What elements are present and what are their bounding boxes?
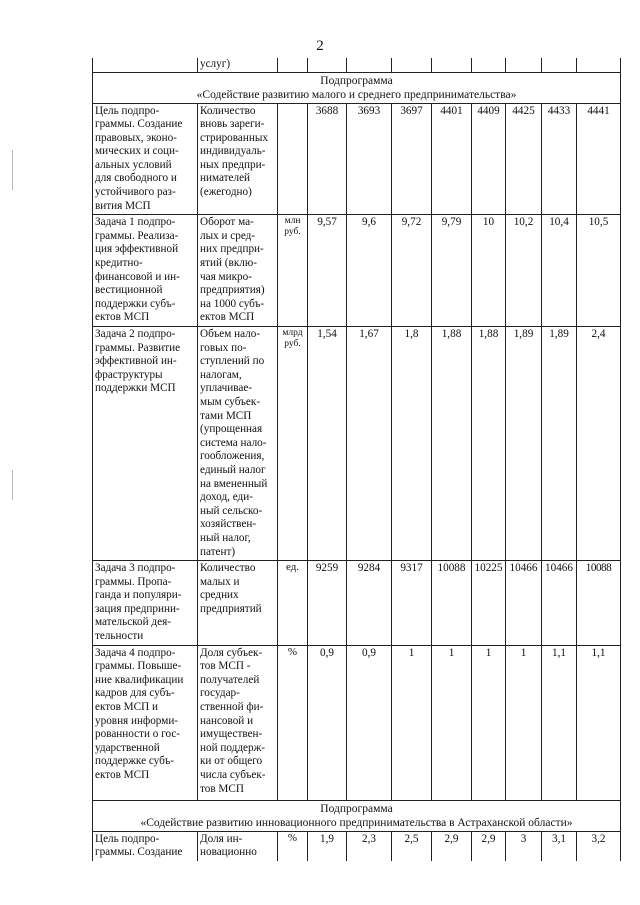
value-cell: 10088 [577,561,621,646]
text-line: система нало- [200,436,267,449]
value-cell: 1,67 [347,327,392,561]
text-line: патент) [200,545,236,558]
text-line: Задача 1 подпро- [95,216,176,229]
unit-cell [278,58,308,72]
table-row [93,327,621,561]
subprogram-title: «Содействие развитию инновационного предпринимательства в Астраханской области» [140,816,573,829]
text-line: ция эффективной [95,243,179,256]
text-line: альных условий [95,158,172,171]
value-cell: 10225 [472,561,506,646]
text-line: граммы. Пропа- [95,575,172,588]
text-line: Задача 4 подпро- [95,646,176,659]
text-line: граммы. Создание [95,846,183,859]
text-line: финансовой и ин- [95,270,180,283]
subprogram-title: «Содействие развитию малого и среднего предпринимательства» [196,88,517,101]
text-line: ных предпри- [200,158,266,171]
goal-cell [93,215,198,327]
text-line: ганда и популяри- [95,589,182,602]
subprogram-label: Подпрограмма [320,802,393,815]
value-cell: 4433 [542,103,577,215]
text-line: рованности о гос- [95,728,181,741]
text-line: кадров для субъ- [95,687,175,700]
text-line: средних [200,589,239,602]
value-cell: 10088 [432,561,472,646]
value-cell: 3693 [347,103,392,215]
text-line: мических и соци- [95,145,179,158]
text-line: вестиционной [95,284,163,297]
text-line: Количество [200,562,256,575]
text-line: поддержки МСП [95,382,176,395]
text-line: граммы. Реализа- [95,229,179,242]
text-line: ный сельско- [200,504,263,517]
text-line: единый налог [200,463,266,476]
text-line: числа субъек- [200,769,266,781]
table-row [93,561,621,646]
text-line: малых и [200,575,240,588]
text-line: тельности [95,630,144,643]
text-line: уровня информи- [95,714,179,727]
goal-cell [93,103,198,215]
value-cell [308,58,347,72]
goal-cell [93,58,198,72]
value-cell: 0,9 [347,645,392,800]
text-line: тами МСП [200,409,252,422]
text-line: тов МСП [200,782,244,795]
value-cell: 1 [392,645,432,800]
value-cell: 3 [506,831,542,861]
text-line: говых по- [200,341,247,354]
text-line: предприятия) [200,284,265,297]
indicator-cell [198,58,278,72]
value-cell: 1,89 [542,327,577,561]
text-line: поддержки субъ- [95,297,176,310]
text-line: граммы. Развитие [95,341,181,354]
text-line: Задача 2 подпро- [95,328,176,340]
goal-cell [93,831,198,861]
text-line: ятий (вклю- [200,257,257,270]
subprogram-header-row [93,800,621,831]
value-cell: 1,88 [432,327,472,561]
text-line: ектов МСП [95,311,150,324]
page-number: 2 [316,38,324,54]
text-line: нимателей [200,172,251,185]
text-line: руб. [284,339,301,349]
text-line: ние квалификации [95,673,184,686]
text-line: Количество [200,104,256,117]
text-line: ки от общего [200,755,263,768]
text-line: нансовой и [200,714,254,727]
text-line: ступлений по [200,355,265,368]
value-cell [432,58,472,72]
value-cell: 4409 [472,103,506,215]
text-line: руб. [284,227,301,238]
text-line: правовых, эконо- [95,131,177,144]
value-cell [392,58,432,72]
subprogram-heading [93,72,621,103]
text-line: Цель подпро- [95,104,160,117]
text-line: Доля субъек- [200,646,263,659]
value-cell: 4425 [506,103,542,215]
value-cell: 3,1 [542,831,577,861]
text-line: граммы. Повыше- [95,660,182,673]
value-cell: 1,89 [506,327,542,561]
text-line: уплачивае- [200,382,253,395]
text-line: тов МСП - [200,660,251,673]
text-line: % [287,645,298,658]
text-line: предприятий [200,602,262,615]
text-line: чая микро- [200,270,252,283]
value-cell: 1,9 [308,831,347,861]
text-line: ектов МСП [95,769,150,781]
value-cell: 10,5 [577,215,621,327]
value-cell: 10,4 [542,215,577,327]
text-line: налогам, [200,368,242,381]
text-line: новационно [200,846,257,859]
text-line: Цель подпро- [95,832,160,845]
value-cell: 10466 [542,561,577,646]
value-cell: 3697 [392,103,432,215]
value-cell: 4441 [577,103,621,215]
text-line: мательской дея- [95,616,171,629]
text-line: на вмененный [200,477,268,490]
text-line: на 1000 субъ- [200,297,265,310]
text-line: зация предприни- [95,602,180,615]
text-line: мым субъек- [200,395,261,408]
text-line: них предпри- [200,243,264,256]
value-cell: 1,88 [472,327,506,561]
scan-margin-mark [12,470,13,500]
unit-cell [278,103,308,215]
unit-cell [278,561,308,646]
value-cell: 1,8 [392,327,432,561]
value-cell: 2,9 [472,831,506,861]
text-line: устойчивого раз- [95,186,176,199]
text-line: ственной фи- [200,701,264,714]
value-cell: 4401 [432,103,472,215]
table-row [93,831,621,861]
value-cell: 9259 [308,561,347,646]
value-cell: 9284 [347,561,392,646]
text-line: лых и сред- [200,229,256,242]
value-cell [542,58,577,72]
value-cell [347,58,392,72]
value-cell: 9,57 [308,215,347,327]
text-line: стрированных [200,131,268,144]
value-cell: 10 [472,215,506,327]
indicator-cell [198,831,278,861]
text-line: ед. [285,561,300,574]
text-line: Оборот ма- [200,216,254,229]
text-line: Доля ин- [200,832,243,845]
table-row [93,215,621,327]
text-line: поддержке субъ- [95,755,175,768]
unit-cell [278,327,308,561]
text-line: индивидуаль- [200,145,266,158]
text-line: для свободного и [95,172,177,185]
value-cell [577,58,621,72]
value-cell [506,58,542,72]
goal-cell [93,327,198,561]
text-line: граммы. Создание [95,118,183,131]
text-line: Объем нало- [200,328,261,340]
text-line: доход, еди- [200,491,253,504]
text-line: ный налог, [200,531,251,544]
text-line: получателей [200,673,260,686]
text-line: ударственной [95,741,160,754]
value-cell: 1 [432,645,472,800]
text-line: (ежегодно) [200,186,252,199]
value-cell: 9,79 [432,215,472,327]
text-line: вновь зареги- [200,118,265,131]
value-cell: 0,9 [308,645,347,800]
value-cell: 2,3 [347,831,392,861]
text-line: государ- [200,687,240,700]
value-cell [472,58,506,72]
value-cell: 10,2 [506,215,542,327]
value-cell: 10466 [506,561,542,646]
value-cell: 1,1 [542,645,577,800]
value-cell: 1 [472,645,506,800]
indicator-cell [198,103,278,215]
text-line: ектов МСП и [95,701,158,714]
text-line: гообложения, [200,450,265,463]
table-row [93,103,621,215]
value-cell: 9,6 [347,215,392,327]
goal-cell [93,645,198,800]
table-row [93,645,621,800]
text-line: хозяйствен- [200,518,257,531]
text-line: млн [284,216,301,227]
value-cell: 1 [506,645,542,800]
subprogram-header-row [93,72,621,103]
goal-cell [93,561,198,646]
text-line: % [287,831,298,844]
text-line: кредитно- [95,257,143,270]
value-cell: 9,72 [392,215,432,327]
unit-cell [278,215,308,327]
subprogram-label: Подпрограмма [320,74,393,87]
value-cell: 1,54 [308,327,347,561]
value-cell: 3688 [308,103,347,215]
unit-cell [278,645,308,800]
value-cell: 3,2 [577,831,621,861]
text-line: вития МСП [95,199,151,212]
value-cell: 1,1 [577,645,621,800]
table-row-fragment [93,58,621,72]
value-cell: 9317 [392,561,432,646]
indicator-cell [198,327,278,561]
text-line: эффективной ин- [95,355,177,368]
indicator-cell [198,215,278,327]
text-line: имуществен- [200,728,263,741]
text-line: (упрощенная [200,423,263,436]
unit-cell [278,831,308,861]
indicator-cell [198,561,278,646]
scan-margin-mark [12,150,13,190]
value-cell: 2,9 [432,831,472,861]
value-cell: 2,4 [577,327,621,561]
indicator-cell [198,645,278,800]
text-line: млрд [282,328,303,338]
text-line: Задача 3 подпро- [95,562,176,575]
text-line: фраструктуры [95,368,163,381]
text-line: ектов МСП [200,311,255,324]
indicator-text: услуг) [200,58,231,70]
indicators-table [92,58,621,861]
subprogram-heading [93,800,621,831]
text-line: ной поддерж- [200,741,266,754]
value-cell: 2,5 [392,831,432,861]
